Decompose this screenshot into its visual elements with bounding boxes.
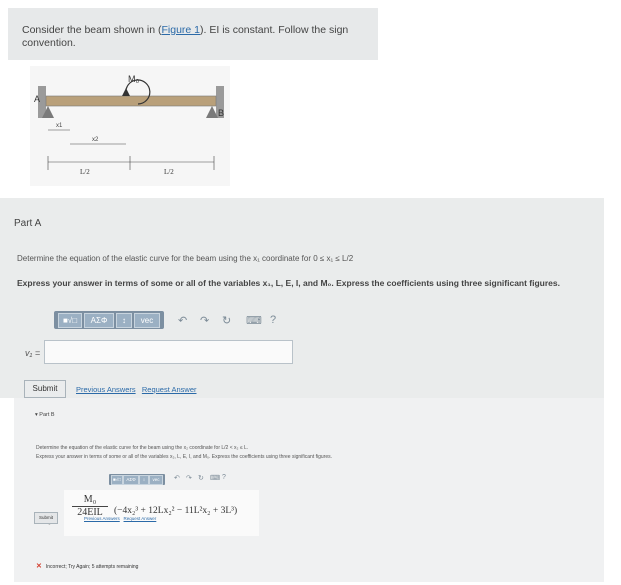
answer-links-b [84,516,156,521]
answer-display[interactable] [64,490,259,536]
part-a-panel [0,198,604,398]
vec-button-b[interactable]: vec [149,475,163,485]
statement-text-2: ). EI is constant. Follow the sign [200,24,349,36]
greek-button[interactable]: AΣΦ [84,313,114,328]
templates-button[interactable]: ■√□ [58,313,82,328]
beam [46,96,216,106]
fraction-denominator: 24EIL [77,507,103,518]
submit-button-b[interactable]: Submit [34,512,58,524]
svg-text:x1: x1 [56,123,63,129]
figure-link[interactable]: Figure 1 [161,24,201,36]
arrows-button-b[interactable]: ↕ [139,475,149,485]
request-answer-link[interactable]: Request Answer [141,385,197,394]
answer-links [76,385,197,394]
part-b-panel [14,398,604,582]
part-a-instruction: Express your answer in terms of some or all of the variables x₁, L, E, I, and M₀. Express the coefficients using three significant figures. [17,278,560,288]
problem-statement [8,8,378,60]
templates-button-b[interactable]: ■√□ [111,475,123,485]
keyboard-icon[interactable]: ⌨ [246,315,262,327]
request-answer-link-b[interactable]: Request Answer [123,516,157,521]
answer-fraction [72,494,108,518]
svg-text:M₀: M₀ [128,74,140,84]
arrows-button[interactable]: ↕ [116,313,132,328]
math-toolbar-b [109,474,165,485]
part-b-instruction: Express your answer in terms of some or all of the variables x₂, L, E, I, and M₀. Express the coefficients using three significant figures. [36,454,333,460]
svg-text:A: A [34,94,41,104]
answer-input[interactable] [44,340,293,364]
keyboard-icon-b[interactable]: ⌨ [210,475,221,482]
statement-text-3: convention. [22,37,76,49]
undo-icon[interactable]: ↶ [178,315,188,327]
redo-icon-b[interactable]: ↷ [186,475,192,482]
submit-button[interactable]: Submit [24,380,66,398]
vec-button[interactable]: vec [134,313,160,328]
beam-figure [30,66,230,186]
svg-text:x2: x2 [92,137,99,143]
incorrect-icon: ✕ [36,563,42,570]
answer-expression: (−4x₂³ + 12Lx₂² − 11L²x₂ + 3L³) [114,506,238,516]
help-icon[interactable]: ? [270,314,277,326]
redo-icon[interactable]: ↷ [200,315,210,327]
part-a-question: Determine the equation of the elastic curve for the beam using the x₁ coordinate for 0 ≤ x₁ ≤ L/2 [17,254,354,263]
greek-button-b[interactable]: AΣΦ [123,475,139,485]
math-toolbar [54,311,164,329]
feedback-text: Incorrect; Try Again; 5 attempts remaining [45,564,139,570]
help-icon-b[interactable]: ? [222,474,226,481]
svg-text:L/2: L/2 [80,168,90,176]
undo-icon-b[interactable]: ↶ [174,475,180,482]
reset-icon[interactable]: ↻ [222,315,232,327]
part-b-title[interactable]: ▾ Part B [35,412,55,418]
previous-answers-link-b[interactable]: Previous Answers [84,516,120,521]
part-b-question: Determine the equation of the elastic curve for the beam using the x₂ coordinate for L/2 < x₂ ≤ L. [36,445,249,451]
answer-label: v₁ = [25,348,41,358]
svg-text:L/2: L/2 [164,168,174,176]
previous-answers-link[interactable]: Previous Answers [76,385,136,394]
reset-icon-b[interactable]: ↻ [198,475,204,482]
beam-diagram [30,66,230,186]
svg-text:B: B [218,108,225,118]
feedback-message [36,562,138,570]
fraction-numerator: M₀ [72,494,108,507]
part-a-title: Part A [14,218,42,229]
statement-text: Consider the beam shown in ( [22,24,162,36]
